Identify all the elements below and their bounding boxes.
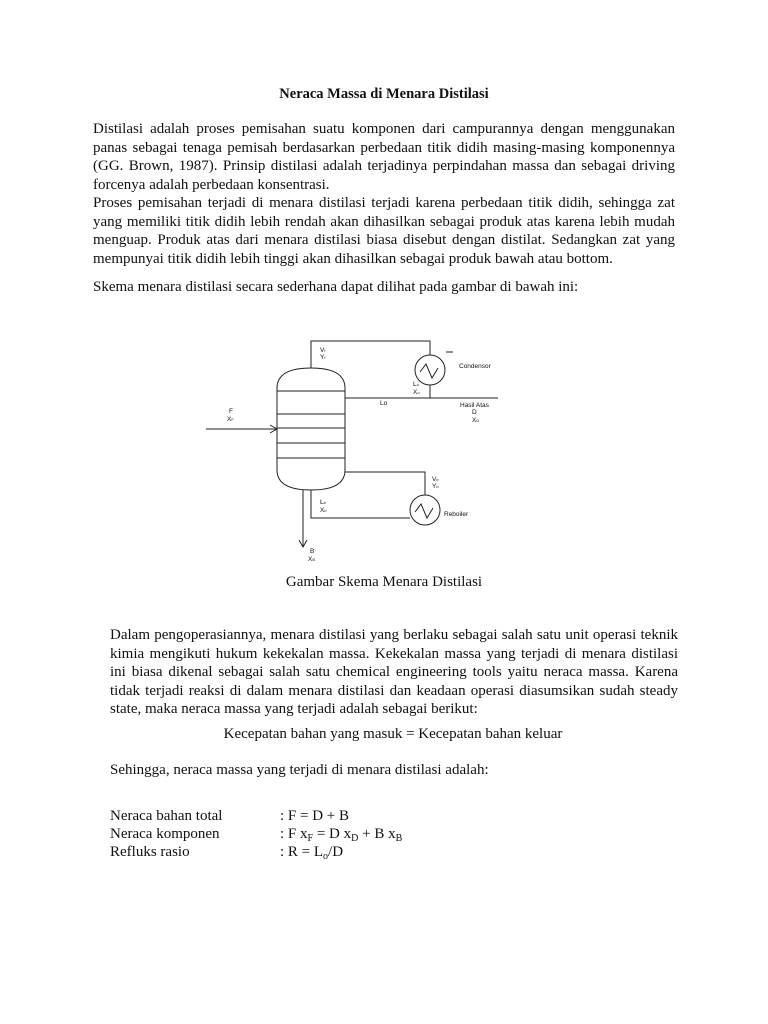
- equation-label: Neraca komponen: [110, 826, 220, 842]
- label-reflux-l: L: [413, 381, 417, 388]
- document-title: Neraca Massa di Menara Distilasi: [279, 86, 489, 102]
- svg-text:Lo: Lo: [413, 381, 419, 388]
- label-bottom-x: X: [308, 556, 313, 563]
- paragraph-operation: Dalam pengoperasiannya, menara distilasi yang berlaku sebagai salah satu unit operasi teknik kimia mengikuti hukum kekekalan massa. Kekekalan massa yang terjadi di menara distilasi ini biasa dikenal sebagai salah satu chemical engineering tools yaitu neraca massa. Karena tidak terjadi reaksi di dalam menara distilasi dan keadaan operasi diasumsikan sudah steady state, maka neraca massa yang terjadi adalah sebagai berikut:: [110, 627, 678, 717]
- condenser-vessel: [415, 355, 445, 385]
- label-top-product-x: X: [472, 417, 477, 424]
- equation-value: : F $x_F = D$ $x_D + B$ $x_B$: [280, 826, 403, 844]
- svg-text:XB: XB: [308, 556, 316, 563]
- label-vapor-top-y: Y: [320, 354, 325, 361]
- label-feed-f: F: [229, 408, 233, 415]
- paragraph-scheme-intro: Skema menara distilasi secara sederhana dapat dilihat pada gambar di bawah ini:: [93, 279, 579, 295]
- paragraph-definition: Distilasi adalah proses pemisahan suatu komponen dari campurannya dengan menggunakan panas sebagai tenaga pemisah berdasarkan perbedaan titik didih masing-masing komponennya (GG. Brown, 1987). Prinsip distilasi adalah terjadinya perpindahan massa dan sebagai driving forcenya adalah perbedaan konsentrasi.: [93, 121, 675, 193]
- label-condensor: Condensor: [459, 363, 491, 370]
- column-shell: [277, 368, 345, 490]
- svg-text:Yt: Yt: [320, 354, 326, 361]
- paragraph-process: Proses pemisahan terjadi di menara distilasi terjadi karena perbedaan titik didih, sehingga zat yang memiliki titik didih lebih rendah akan dihasilkan sebagai produk atas karena lebih mudah menguap. Produk atas dari menara distilasi biasa disebut dengan distilat. Sedangkan zat yang mempunyai titik didih lebih tinggi akan dihasilkan sebagai produk bawah atau bottom.: [93, 195, 675, 267]
- balance-statement: Kecepatan bahan yang masuk = Kecepatan bahan keluar: [223, 726, 563, 742]
- label-liquid-bottom-l: L: [320, 499, 324, 506]
- svg-text:XF: XF: [227, 416, 234, 423]
- label-feed-x: X: [227, 416, 232, 423]
- label-reboiler: Reboiler: [444, 511, 469, 518]
- svg-text:Vb: Vb: [432, 476, 439, 483]
- equation-label: Refluks rasio: [110, 844, 190, 860]
- label-vapor-top-v: V: [320, 347, 325, 354]
- label-bottom-b: B: [310, 548, 315, 555]
- equation-label: Neraca bahan total: [110, 808, 223, 824]
- svg-text:Yb: Yb: [432, 483, 439, 490]
- svg-text:Lb: Lb: [320, 499, 326, 506]
- label-reflux-line: Lo: [380, 400, 388, 407]
- equation-value: : F = D + B: [280, 808, 350, 824]
- label-reflux-x: X: [413, 389, 418, 396]
- reboiler-vessel: [410, 495, 440, 525]
- equation-value: : $R = L_o/D$: [280, 844, 344, 862]
- svg-text:Xo: Xo: [413, 389, 420, 396]
- top-vapor-line: [311, 341, 430, 368]
- svg-text:XD: XD: [472, 417, 480, 424]
- paragraph-equations-intro: Sehingga, neraca massa yang terjadi di menara distilasi adalah:: [110, 762, 489, 778]
- svg-text:Vt: Vt: [320, 347, 326, 354]
- label-liquid-bottom-x: X: [320, 507, 325, 514]
- label-vapor-bottom-v: V: [432, 476, 437, 483]
- label-vapor-bottom-y: Y: [432, 483, 437, 490]
- svg-text:Xb: Xb: [320, 507, 327, 514]
- bottom-vapor-return: [345, 472, 425, 495]
- figure-caption: Gambar Skema Menara Distilasi: [285, 574, 483, 590]
- label-top-product-d: D: [472, 409, 477, 416]
- label-top-product: Hasil Atas: [460, 402, 489, 409]
